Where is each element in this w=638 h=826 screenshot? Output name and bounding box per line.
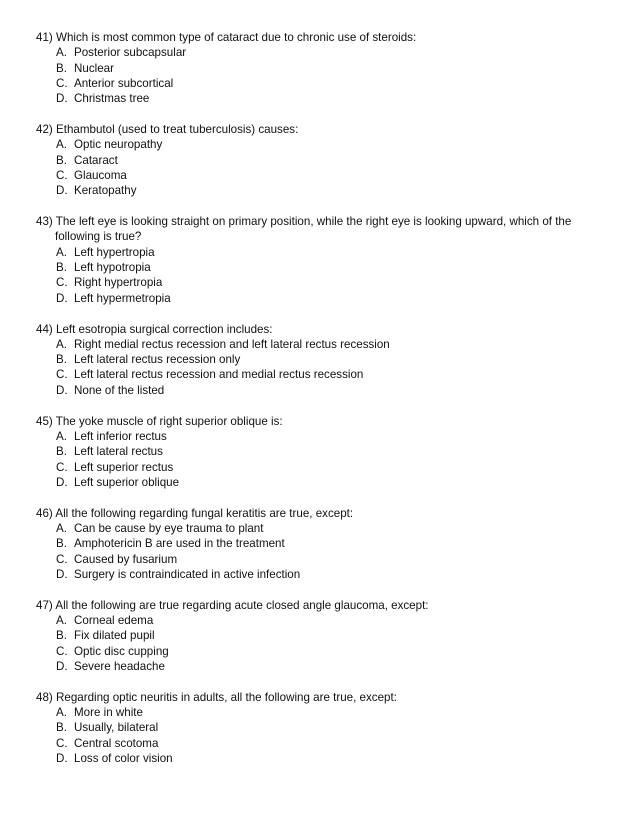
answer-option xyxy=(36,291,596,306)
option-text: Left hypertropia xyxy=(74,245,155,259)
answer-option xyxy=(36,628,596,643)
option-letter: B. xyxy=(56,629,67,643)
question-4 xyxy=(36,322,596,398)
answer-options xyxy=(36,245,596,306)
question-number: 42) xyxy=(36,123,53,137)
answer-option xyxy=(36,275,596,290)
answer-options xyxy=(36,521,596,582)
answer-option xyxy=(36,61,596,76)
option-text: Anterior subcortical xyxy=(74,76,174,90)
option-text: Severe headache xyxy=(74,659,165,673)
option-letter: B. xyxy=(56,537,67,551)
option-letter: A. xyxy=(56,706,67,720)
question-8 xyxy=(36,690,596,766)
answer-option xyxy=(36,460,596,475)
answer-option xyxy=(36,352,596,367)
answer-options xyxy=(36,137,596,198)
answer-option xyxy=(36,705,596,720)
answer-option xyxy=(36,91,596,106)
option-text: Usually, bilateral xyxy=(74,721,159,735)
question-stem xyxy=(36,30,596,45)
question-text: The left eye is looking straight on primary position, while the right eye is looking upward, which of the following is true? xyxy=(55,215,572,244)
answer-option xyxy=(36,736,596,751)
option-text: Cataract xyxy=(74,153,118,167)
option-letter: A. xyxy=(56,337,67,351)
answer-option xyxy=(36,45,596,60)
question-text: Ethambutol (used to treat tuberculosis) causes: xyxy=(56,123,299,137)
answer-option xyxy=(36,613,596,628)
answer-option xyxy=(36,183,596,198)
question-number: 43) xyxy=(36,215,53,229)
option-letter: C. xyxy=(56,168,68,182)
answer-options xyxy=(36,613,596,674)
option-text: Amphotericin B are used in the treatment xyxy=(74,537,285,551)
question-number: 46) xyxy=(36,506,53,520)
answer-option xyxy=(36,260,596,275)
question-stem xyxy=(36,214,596,245)
question-5 xyxy=(36,414,596,490)
option-text: Right medial rectus recession and left lateral rectus recession xyxy=(74,337,390,351)
option-letter: A. xyxy=(56,138,67,152)
answer-option xyxy=(36,444,596,459)
question-3 xyxy=(36,214,596,306)
answer-option xyxy=(36,76,596,91)
answer-option xyxy=(36,153,596,168)
option-text: Fix dilated pupil xyxy=(74,629,155,643)
option-letter: C. xyxy=(56,644,68,658)
option-text: Christmas tree xyxy=(74,92,150,106)
question-1 xyxy=(36,30,596,106)
option-letter: B. xyxy=(56,721,67,735)
option-letter: B. xyxy=(56,261,67,275)
option-letter: A. xyxy=(56,46,67,60)
option-letter: C. xyxy=(56,460,68,474)
answer-options xyxy=(36,337,596,398)
option-letter: C. xyxy=(56,552,68,566)
option-text: Can be cause by eye trauma to plant xyxy=(74,521,264,535)
option-text: Left superior oblique xyxy=(74,475,180,489)
answer-option xyxy=(36,567,596,582)
answer-options xyxy=(36,429,596,490)
document-page xyxy=(36,30,596,782)
question-stem xyxy=(36,506,596,521)
answer-option xyxy=(36,751,596,766)
option-letter: C. xyxy=(56,368,68,382)
option-text: Left hypermetropia xyxy=(74,291,171,305)
question-text: Left esotropia surgical correction includes: xyxy=(56,322,273,336)
question-number: 41) xyxy=(36,31,53,44)
option-letter: D. xyxy=(56,567,68,581)
option-text: None of the listed xyxy=(74,383,165,397)
option-letter: A. xyxy=(56,245,67,259)
option-text: Right hypertropia xyxy=(74,276,163,290)
option-letter: C. xyxy=(56,76,68,90)
answer-option xyxy=(36,536,596,551)
question-number: 45) xyxy=(36,414,53,428)
answer-options xyxy=(36,45,596,106)
option-text: Optic neuropathy xyxy=(74,138,163,152)
question-text: Which is most common type of cataract due to chronic use of steroids: xyxy=(56,31,417,44)
answer-option xyxy=(36,521,596,536)
answer-option xyxy=(36,245,596,260)
question-number: 47) xyxy=(36,598,53,612)
option-letter: B. xyxy=(56,153,67,167)
question-2 xyxy=(36,122,596,198)
option-letter: D. xyxy=(56,291,68,305)
question-text: All the following regarding fungal keratitis are true, except: xyxy=(55,506,354,520)
question-stem xyxy=(36,690,596,705)
option-text: Left lateral rectus xyxy=(74,445,163,459)
question-7 xyxy=(36,598,596,674)
answer-option xyxy=(36,137,596,152)
answer-option xyxy=(36,552,596,567)
answer-option xyxy=(36,429,596,444)
answer-options xyxy=(36,705,596,766)
option-letter: D. xyxy=(56,659,68,673)
option-letter: C. xyxy=(56,736,68,750)
option-text: Corneal edema xyxy=(74,614,154,628)
option-letter: B. xyxy=(56,61,67,75)
option-text: Left hypotropia xyxy=(74,261,151,275)
option-letter: D. xyxy=(56,184,68,198)
question-6 xyxy=(36,506,596,582)
option-text: Central scotoma xyxy=(74,736,159,750)
option-letter: C. xyxy=(56,276,68,290)
option-text: Left lateral rectus recession and medial rectus recession xyxy=(74,368,364,382)
question-number: 44) xyxy=(36,322,53,336)
answer-option xyxy=(36,367,596,382)
question-stem xyxy=(36,598,596,613)
question-stem xyxy=(36,322,596,337)
option-text: Left inferior rectus xyxy=(74,429,167,443)
question-stem xyxy=(36,414,596,429)
option-text: Caused by fusarium xyxy=(74,552,178,566)
answer-option xyxy=(36,168,596,183)
option-letter: A. xyxy=(56,429,67,443)
answer-option xyxy=(36,720,596,735)
answer-option xyxy=(36,337,596,352)
answer-option xyxy=(36,659,596,674)
question-text: The yoke muscle of right superior oblique is: xyxy=(55,414,283,428)
option-letter: A. xyxy=(56,614,67,628)
option-text: Posterior subcapsular xyxy=(74,46,187,60)
answer-option xyxy=(36,475,596,490)
option-text: Loss of color vision xyxy=(74,752,173,766)
option-letter: D. xyxy=(56,752,68,766)
question-text: Regarding optic neuritis in adults, all the following are true, except: xyxy=(56,690,397,704)
option-letter: D. xyxy=(56,92,68,106)
question-number: 48) xyxy=(36,690,53,704)
option-text: Keratopathy xyxy=(74,184,137,198)
option-text: Glaucoma xyxy=(74,168,127,182)
option-text: More in white xyxy=(74,706,143,720)
option-letter: B. xyxy=(56,445,67,459)
option-text: Nuclear xyxy=(74,61,114,75)
answer-option xyxy=(36,644,596,659)
option-text: Left superior rectus xyxy=(74,460,174,474)
question-text: All the following are true regarding acute closed angle glaucoma, except: xyxy=(55,598,429,612)
option-letter: B. xyxy=(56,353,67,367)
option-letter: D. xyxy=(56,475,68,489)
answer-option xyxy=(36,383,596,398)
option-text: Left lateral rectus recession only xyxy=(74,353,241,367)
option-text: Optic disc cupping xyxy=(74,644,169,658)
option-letter: A. xyxy=(56,521,67,535)
question-stem xyxy=(36,122,596,137)
option-letter: D. xyxy=(56,383,68,397)
option-text: Surgery is contraindicated in active infection xyxy=(74,567,301,581)
